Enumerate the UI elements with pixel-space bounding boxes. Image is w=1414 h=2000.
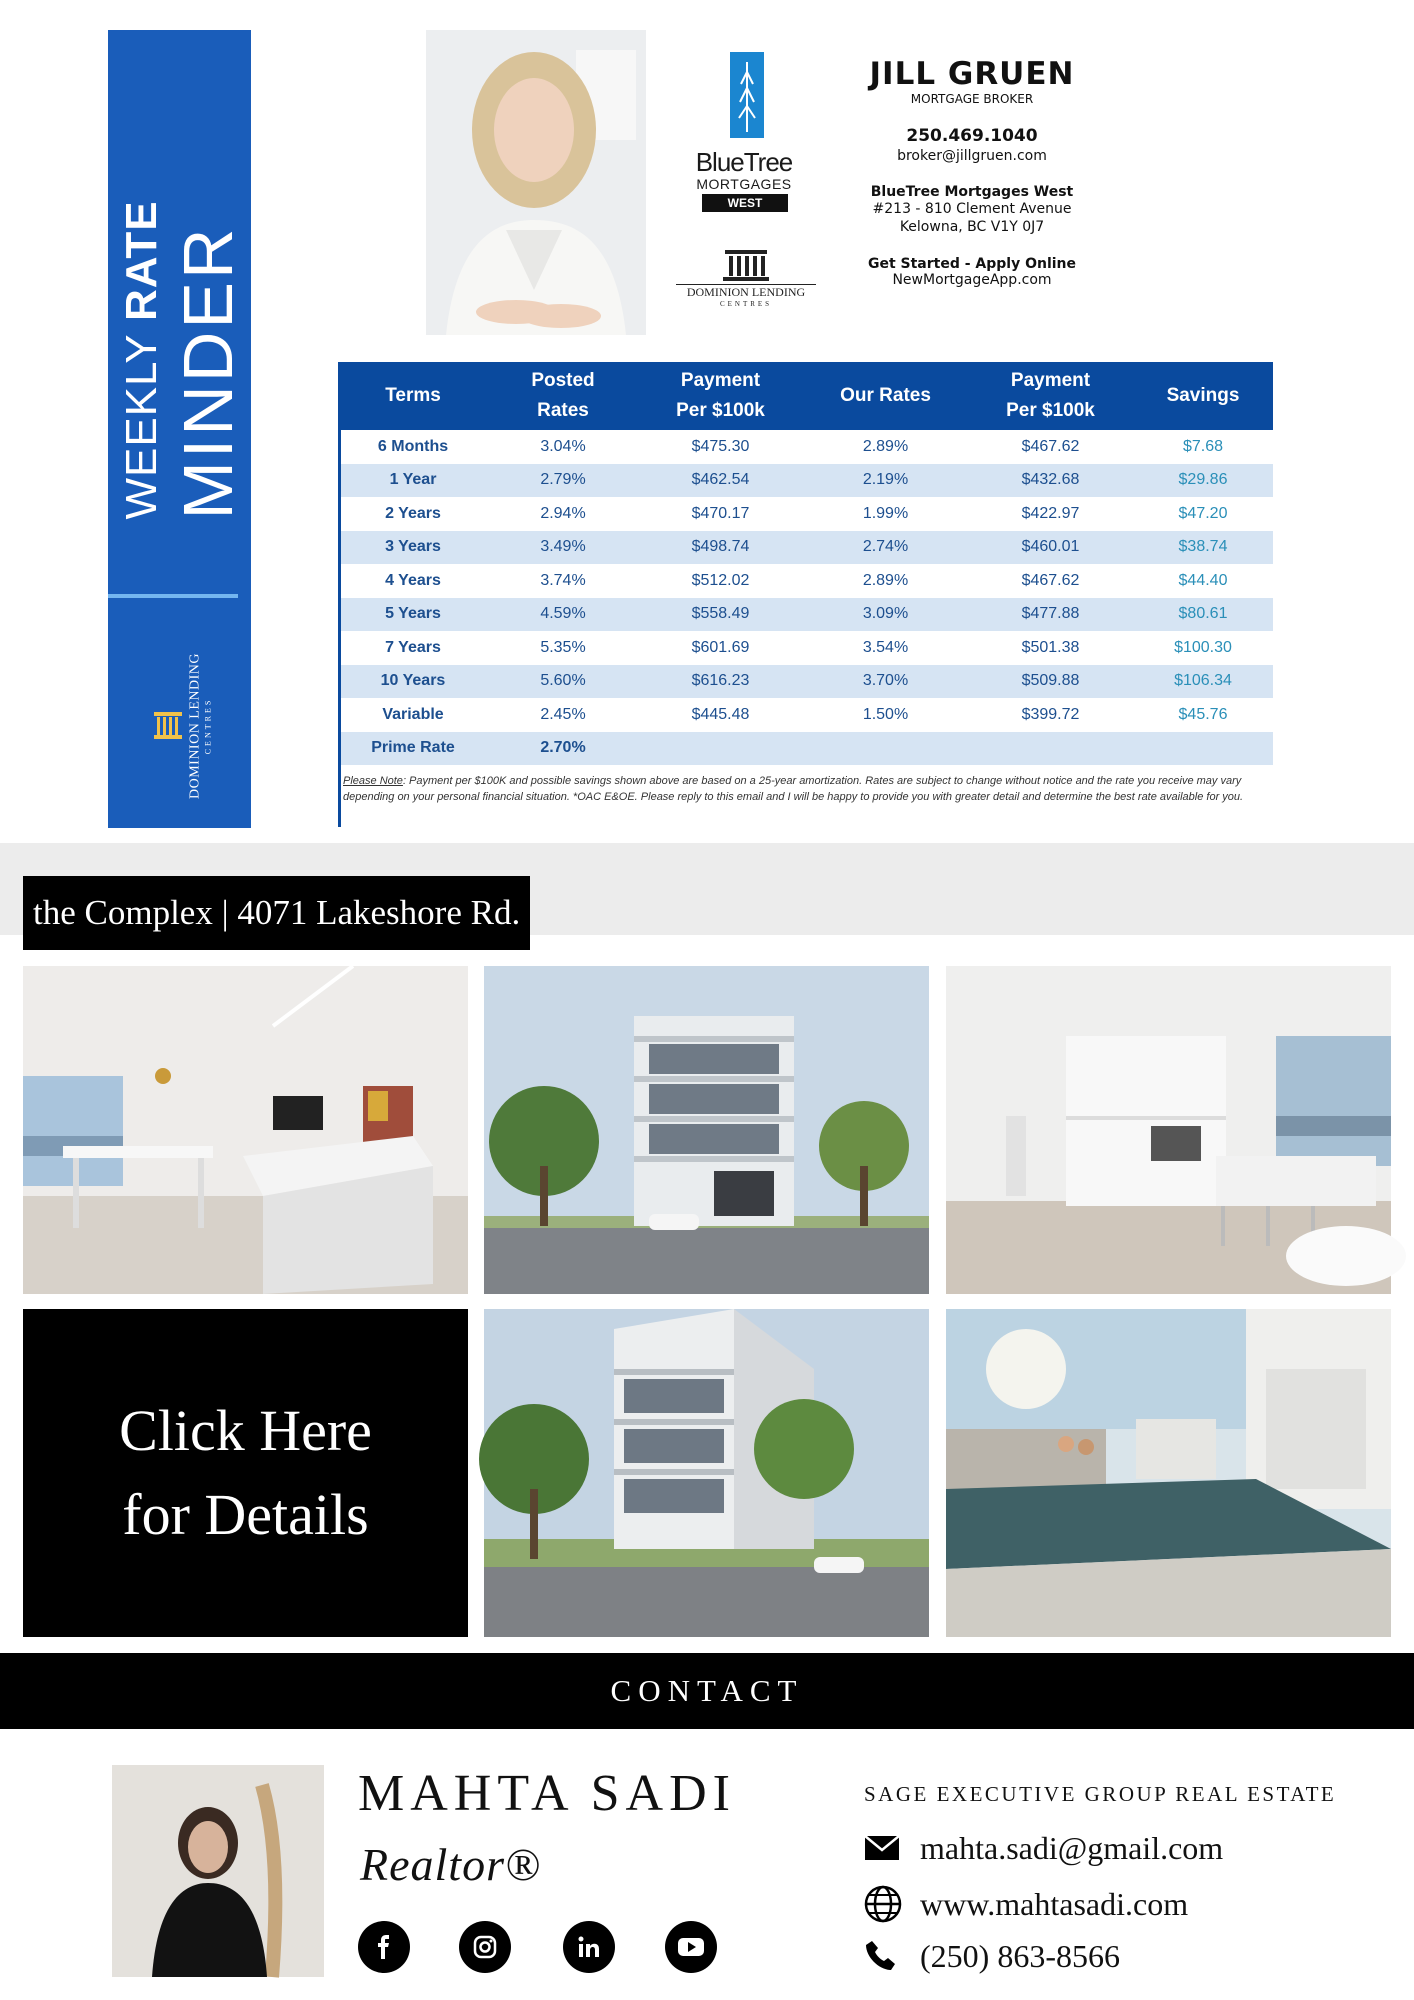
cell-our-payment: $422.97 — [1021, 504, 1080, 522]
property-photo-interior-kitchen[interactable] — [946, 966, 1391, 1294]
cell-savings: $38.74 — [1178, 538, 1228, 556]
cell-posted-rate: 4.59% — [540, 605, 586, 623]
tree-icon — [730, 52, 764, 138]
phone-icon — [864, 1936, 904, 1976]
header-terms: Terms — [385, 385, 441, 406]
table-row — [338, 665, 1273, 699]
cell-posted-rate: 5.35% — [540, 638, 586, 656]
agent-phone[interactable]: (250) 863-8566 — [920, 1937, 1120, 1974]
cell-posted-rate: 2.45% — [540, 705, 586, 723]
cell-posted-payment: $616.23 — [691, 672, 750, 690]
broker-email[interactable]: broker@jillgruen.com — [897, 148, 1047, 164]
title-weekly-rate: WEEKLY RATE — [116, 200, 166, 520]
cell-our-rate: 3.70% — [862, 672, 909, 690]
sidebar-divider — [108, 594, 238, 598]
cell-posted-rate: 3.74% — [540, 571, 586, 589]
bluetree-mortgages-logo — [690, 52, 798, 222]
broker-company: BlueTree Mortgages West — [870, 184, 1074, 200]
property-photo-exterior-front[interactable] — [484, 966, 929, 1294]
website-row[interactable] — [864, 1882, 1189, 1926]
cell-term: 3 Years — [385, 538, 441, 556]
cell-term: 2 Years — [385, 504, 441, 522]
cell-term: Variable — [382, 705, 444, 723]
percent-decoration: % — [250, 129, 419, 264]
dominion-lending-logo-vertical — [148, 642, 228, 812]
bluetree-mortgages: MORTGAGES — [696, 176, 792, 192]
cell-posted-payment: $470.17 — [691, 504, 750, 522]
cell-posted-rate: 5.60% — [540, 672, 586, 690]
rate-table — [338, 362, 1273, 765]
cell-our-rate: 2.74% — [862, 538, 909, 556]
cell-posted-rate: 2.79% — [540, 471, 586, 489]
agent-email[interactable]: mahta.sadi@gmail.com — [920, 1829, 1224, 1866]
bluetree-west: WEST — [702, 194, 788, 212]
header-posted-rates: Posted Rates — [531, 370, 595, 421]
apply-online-cta: Get Started - Apply Online — [867, 256, 1077, 272]
cell-our-rate: 2.89% — [862, 571, 909, 589]
cell-our-payment: $477.88 — [1021, 605, 1080, 623]
header-posted-payment: Payment Per $100k — [676, 370, 765, 421]
building-icon — [721, 248, 771, 282]
table-row — [338, 531, 1273, 565]
cell-our-rate: 2.89% — [862, 437, 909, 455]
dominion-lending-logo — [676, 248, 816, 308]
globe-icon — [864, 1884, 904, 1924]
header-our-rates: Our Rates — [840, 385, 931, 406]
cell-our-rate: 3.09% — [862, 605, 909, 623]
cell-savings: $44.40 — [1178, 571, 1228, 589]
property-photo-interior-dining[interactable] — [23, 966, 468, 1294]
cell-savings: $45.76 — [1178, 705, 1228, 723]
apply-online-link[interactable]: NewMortgageApp.com — [892, 272, 1052, 288]
cell-posted-payment: $475.30 — [691, 437, 750, 455]
table-row — [338, 698, 1273, 732]
instagram-icon[interactable] — [459, 1921, 511, 1973]
cell-term: 10 Years — [380, 672, 446, 690]
table-row — [338, 464, 1273, 498]
property-photo-pool[interactable] — [946, 1309, 1391, 1637]
bluetree-name: BlueTree — [695, 147, 793, 177]
header-our-payment: Payment Per $100k — [1006, 370, 1095, 421]
cell-posted-rate: 3.04% — [540, 437, 586, 455]
header-savings: Savings — [1166, 385, 1240, 406]
cell-posted-payment: $558.49 — [691, 605, 750, 623]
cell-posted-rate: 2.94% — [540, 504, 586, 522]
property-title: the Complex | 4071 Lakeshore Rd. — [23, 876, 530, 950]
cell-our-payment: $509.88 — [1021, 672, 1080, 690]
cell-prime-rate: 2.70% — [540, 739, 586, 757]
cell-term: 7 Years — [385, 638, 441, 656]
sidebar-logo-text: DOMINION LENDING CENTRES — [187, 652, 213, 800]
broker-title: MORTGAGE BROKER — [910, 92, 1034, 106]
cell-term: 1 Year — [389, 471, 437, 489]
cell-our-payment: $399.72 — [1021, 705, 1080, 723]
contact-bar — [0, 1653, 1414, 1729]
cell-term: 4 Years — [385, 571, 441, 589]
cell-our-rate: 1.99% — [862, 504, 909, 522]
details-button-label: Click Here for Details — [119, 1398, 372, 1547]
phone-row[interactable] — [864, 1934, 1120, 1978]
cell-posted-payment: $512.02 — [691, 571, 750, 589]
table-row — [338, 598, 1273, 632]
broker-address-line2: Kelowna, BC V1Y 0J7 — [899, 219, 1045, 235]
cell-term: Prime Rate — [371, 739, 455, 757]
cell-posted-rate: 3.49% — [540, 538, 586, 556]
property-photo-exterior-side[interactable] — [484, 1309, 929, 1637]
cell-posted-payment: $462.54 — [691, 471, 750, 489]
cell-our-payment: $460.01 — [1021, 538, 1080, 556]
cell-our-payment: $432.68 — [1021, 471, 1080, 489]
cell-savings: $100.30 — [1174, 638, 1232, 656]
dlc-name: DOMINION LENDING — [676, 284, 816, 300]
agent-title: Realtor® — [360, 1839, 541, 1890]
rate-minder-title — [108, 30, 251, 600]
cell-our-rate: 3.54% — [862, 638, 909, 656]
rate-table-header — [338, 362, 1273, 430]
cell-our-payment: $501.38 — [1021, 638, 1080, 656]
dlc-sub: CENTRES — [719, 300, 773, 308]
broker-phone[interactable]: 250.469.1040 — [906, 126, 1038, 146]
cell-our-rate: 1.50% — [862, 705, 909, 723]
email-row[interactable] — [864, 1826, 1224, 1870]
cell-our-payment: $467.62 — [1021, 571, 1080, 589]
title-minder: MINDER — [168, 225, 247, 520]
table-row — [338, 430, 1273, 464]
youtube-icon[interactable] — [665, 1921, 717, 1973]
rate-disclaimer: Please Note: Payment per $100K and possible savings shown above are based on a 25-year amortization. Rates are subject to change without notice and the rate you receive may vary depending on your personal financial situation. *OAC E&OE. Please reply to this email and I will be happy to provide you with greater detail and determine the best rate available for you. — [343, 775, 1244, 803]
cell-our-payment: $467.62 — [1021, 437, 1080, 455]
cell-posted-payment: $498.74 — [691, 538, 750, 556]
agent-avatar — [112, 1765, 324, 1977]
broker-photo — [426, 30, 646, 335]
cell-posted-payment: $445.48 — [691, 705, 750, 723]
broker-name: JILL GRUEN — [869, 56, 1075, 92]
agent-website[interactable]: www.mahtasadi.com — [920, 1885, 1189, 1922]
brokerage-name: SAGE EXECUTIVE GROUP REAL ESTATE — [864, 1782, 1337, 1806]
cell-posted-payment: $601.69 — [691, 638, 750, 656]
broker-contact-card — [838, 56, 1106, 288]
cell-savings: $7.68 — [1182, 437, 1224, 455]
cell-savings: $47.20 — [1178, 504, 1228, 522]
details-button[interactable] — [23, 1309, 468, 1637]
facebook-icon[interactable] — [358, 1921, 410, 1973]
cell-term: 5 Years — [385, 605, 441, 623]
cell-our-rate: 2.19% — [862, 471, 909, 489]
cell-savings: $29.86 — [1178, 471, 1228, 489]
contact-heading: CONTACT — [610, 1673, 804, 1708]
table-row — [338, 564, 1273, 598]
table-row — [338, 497, 1273, 531]
mail-icon — [864, 1828, 904, 1868]
prime-rate-row — [338, 732, 1273, 766]
broker-address-line1: #213 - 810 Clement Avenue — [872, 201, 1072, 217]
linkedin-icon[interactable] — [563, 1921, 615, 1973]
cell-term: 6 Months — [377, 437, 449, 455]
cell-savings: $80.61 — [1178, 605, 1228, 623]
agent-name: MAHTA SADI — [358, 1765, 736, 1822]
cell-savings: $106.34 — [1174, 672, 1232, 690]
table-row — [338, 631, 1273, 665]
table-left-border — [338, 362, 341, 827]
building-icon — [148, 697, 188, 757]
